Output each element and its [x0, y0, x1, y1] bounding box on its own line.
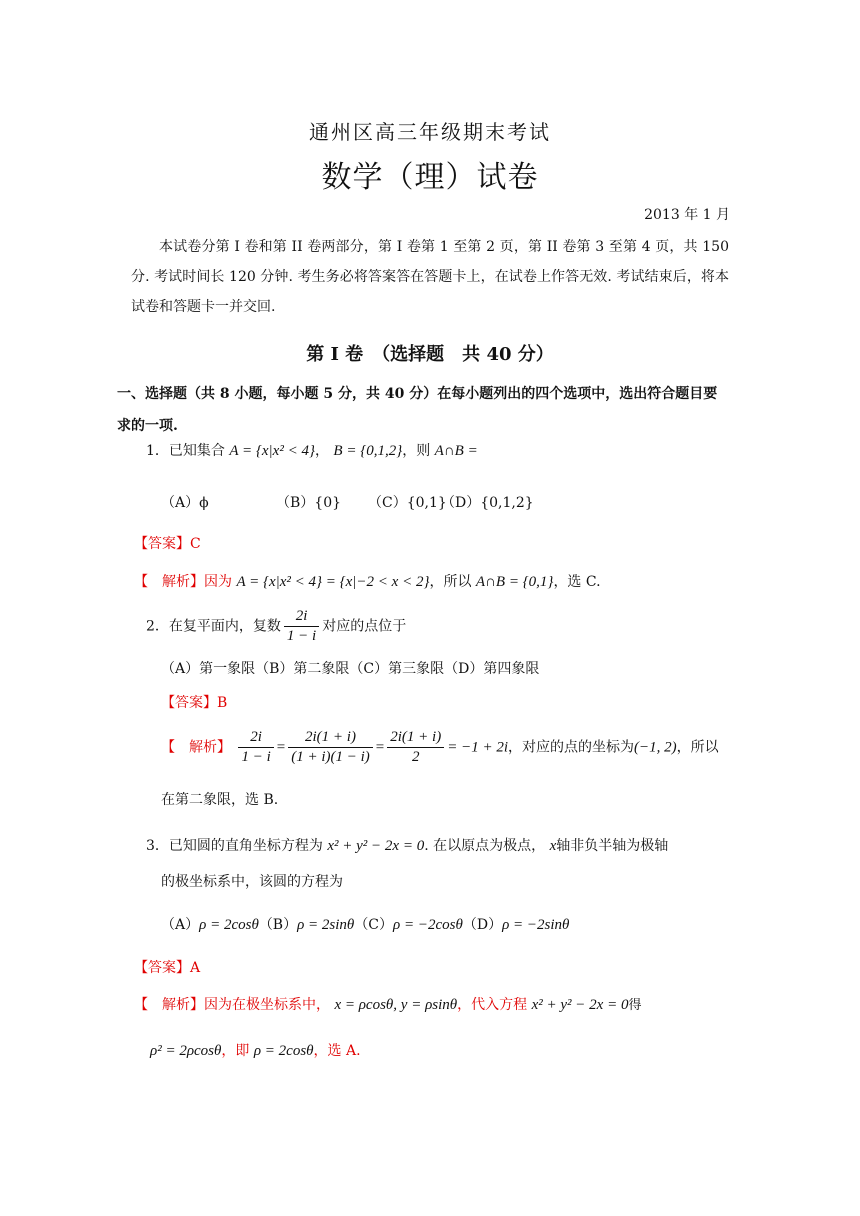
question-1	[146, 440, 478, 460]
analysis-formula-1: x = ρcosθ, y = ρsinθ	[334, 997, 458, 1013]
question-3-options	[161, 914, 569, 934]
fraction-denominator: (1 + i)(1 − i)	[291, 749, 370, 765]
analysis-label: 【 解析】	[134, 574, 204, 590]
question-1-stem: 1．已知集合	[146, 443, 225, 459]
question-2-suffix: 对应的点位于	[322, 618, 407, 635]
option-c-label: （C）	[354, 917, 394, 933]
circle-equation: x² + y² − 2x = 0	[327, 838, 425, 854]
intersection-formula: A∩B =	[434, 443, 478, 459]
analysis-connector: ，即	[221, 1043, 250, 1059]
analysis-intro: 因为	[204, 574, 232, 590]
question-1-option-c: （C）{0,1}	[368, 495, 447, 511]
fraction-denominator: 2	[411, 749, 420, 765]
question-3-text-2: 轴非负半轴为极轴	[556, 838, 669, 854]
question-3-text: . 在以原点为极点，	[424, 838, 546, 854]
analysis-fraction-1	[238, 728, 273, 767]
question-3-analysis	[134, 994, 641, 1014]
analysis-intro: 因为在极坐标系中，	[204, 997, 330, 1013]
fraction-numerator: 2i	[238, 728, 273, 748]
question-2	[146, 607, 406, 646]
question-1-answer: 【答案】C	[134, 536, 201, 552]
question-2-options: （A）第一象限（B）第二象限（C）第三象限（D）第四象限	[161, 661, 540, 677]
analysis-conclusion: ，选 A.	[313, 1043, 361, 1059]
then-text: ，则	[402, 443, 431, 459]
analysis-formula-2: A∩B = {0,1}	[475, 574, 554, 590]
analysis-de: 得	[628, 998, 642, 1013]
option-d-label: （D）	[462, 917, 503, 933]
question-1-option-a: （A）ϕ	[161, 495, 209, 511]
option-d-formula: ρ = −2sinθ	[502, 917, 570, 933]
analysis-fraction-3	[387, 728, 444, 767]
x-axis-variable: x	[549, 838, 557, 854]
question-2-analysis	[161, 728, 719, 767]
analysis-formula-2: x² + y² − 2x = 0	[531, 997, 629, 1013]
equals-sign: =	[375, 739, 385, 756]
question-3-line-2: 的极坐标系中，该圆的方程为	[161, 874, 343, 890]
complex-fraction	[284, 607, 319, 646]
question-3	[146, 835, 668, 855]
question-3-answer: 【答案】A	[134, 960, 201, 976]
analysis-label: 【 解析】	[134, 997, 204, 1013]
question-1-option-d: （D）{0,1,2}	[441, 495, 534, 511]
analysis-conclusion: ，选 C.	[553, 574, 601, 590]
fraction-numerator: 2i(1 + i)	[288, 728, 373, 748]
analysis-coordinate: (−1, 2)	[634, 739, 677, 756]
analysis-fraction-2	[288, 728, 373, 767]
analysis-label: 【 解析】	[161, 739, 231, 756]
set-b-formula: B = {0,1,2}	[333, 443, 403, 459]
option-a-label: （A）	[161, 917, 200, 933]
option-c-formula: ρ = −2cosθ	[393, 917, 463, 933]
fraction-denominator: 1 − i	[286, 628, 317, 644]
exam-instructions: 本试卷分第 I 卷和第 II 卷两部分，第 I 卷第 1 至第 2 页，第 II 卷第 3 至第 4 页，共 150 分. 考试时间长 120 分钟. 考生务必将答案答在答题卡上，在试卷上作答无效. 考试结束后，将本试卷和答题卡一并交回.	[131, 239, 729, 315]
question-3-analysis-line-2	[150, 1040, 361, 1060]
part-heading: 一、选择题（共 8 小题，每小题 5 分，共 40 分）在每小题列出的四个选项中，选出符合题目要求的一项.	[117, 386, 718, 434]
question-2-stem: 2．在复平面内，复数	[146, 618, 281, 635]
fraction-denominator: 1 − i	[241, 749, 271, 765]
option-b-formula: ρ = 2sinθ	[297, 917, 355, 933]
exam-title: 通州区高三年级期末考试	[309, 120, 551, 144]
analysis-formula-1: A = {x|x² < 4} = {x|−2 < x < 2}	[236, 574, 430, 590]
analysis-formula-4: ρ = 2cosθ	[253, 1043, 314, 1059]
analysis-tail: ，所以	[676, 739, 719, 756]
analysis-connector: ，所以	[429, 574, 472, 590]
question-2-answer: 【答案】B	[161, 695, 228, 711]
separator: ，	[314, 443, 329, 459]
analysis-formula-3: ρ² = 2ρcosθ	[150, 1043, 222, 1059]
fraction-numerator: 2i	[284, 607, 319, 627]
exam-subtitle: 数学（理）试卷	[321, 160, 539, 195]
option-b-label: （B）	[258, 917, 298, 933]
analysis-connector: ，对应的点的坐标为	[508, 739, 634, 756]
option-a-formula: ρ = 2cosθ	[199, 917, 259, 933]
question-3-stem: 3．已知圆的直角坐标方程为	[146, 838, 323, 854]
set-a-formula: A = {x|x² < 4}	[229, 443, 315, 459]
analysis-result: = −1 + 2i	[447, 739, 508, 756]
question-1-option-b: （B）{0}	[276, 495, 342, 511]
question-1-analysis	[134, 571, 601, 591]
fraction-numerator: 2i(1 + i)	[387, 728, 444, 748]
equals-sign: =	[276, 739, 286, 756]
exam-date: 2013 年 1 月	[644, 207, 730, 223]
question-2-conclusion: 在第二象限，选 B.	[161, 792, 279, 808]
section-heading: 第 Ⅰ 卷 （选择题 共 40 分）	[306, 344, 554, 365]
analysis-connector: ，代入方程	[457, 997, 528, 1013]
